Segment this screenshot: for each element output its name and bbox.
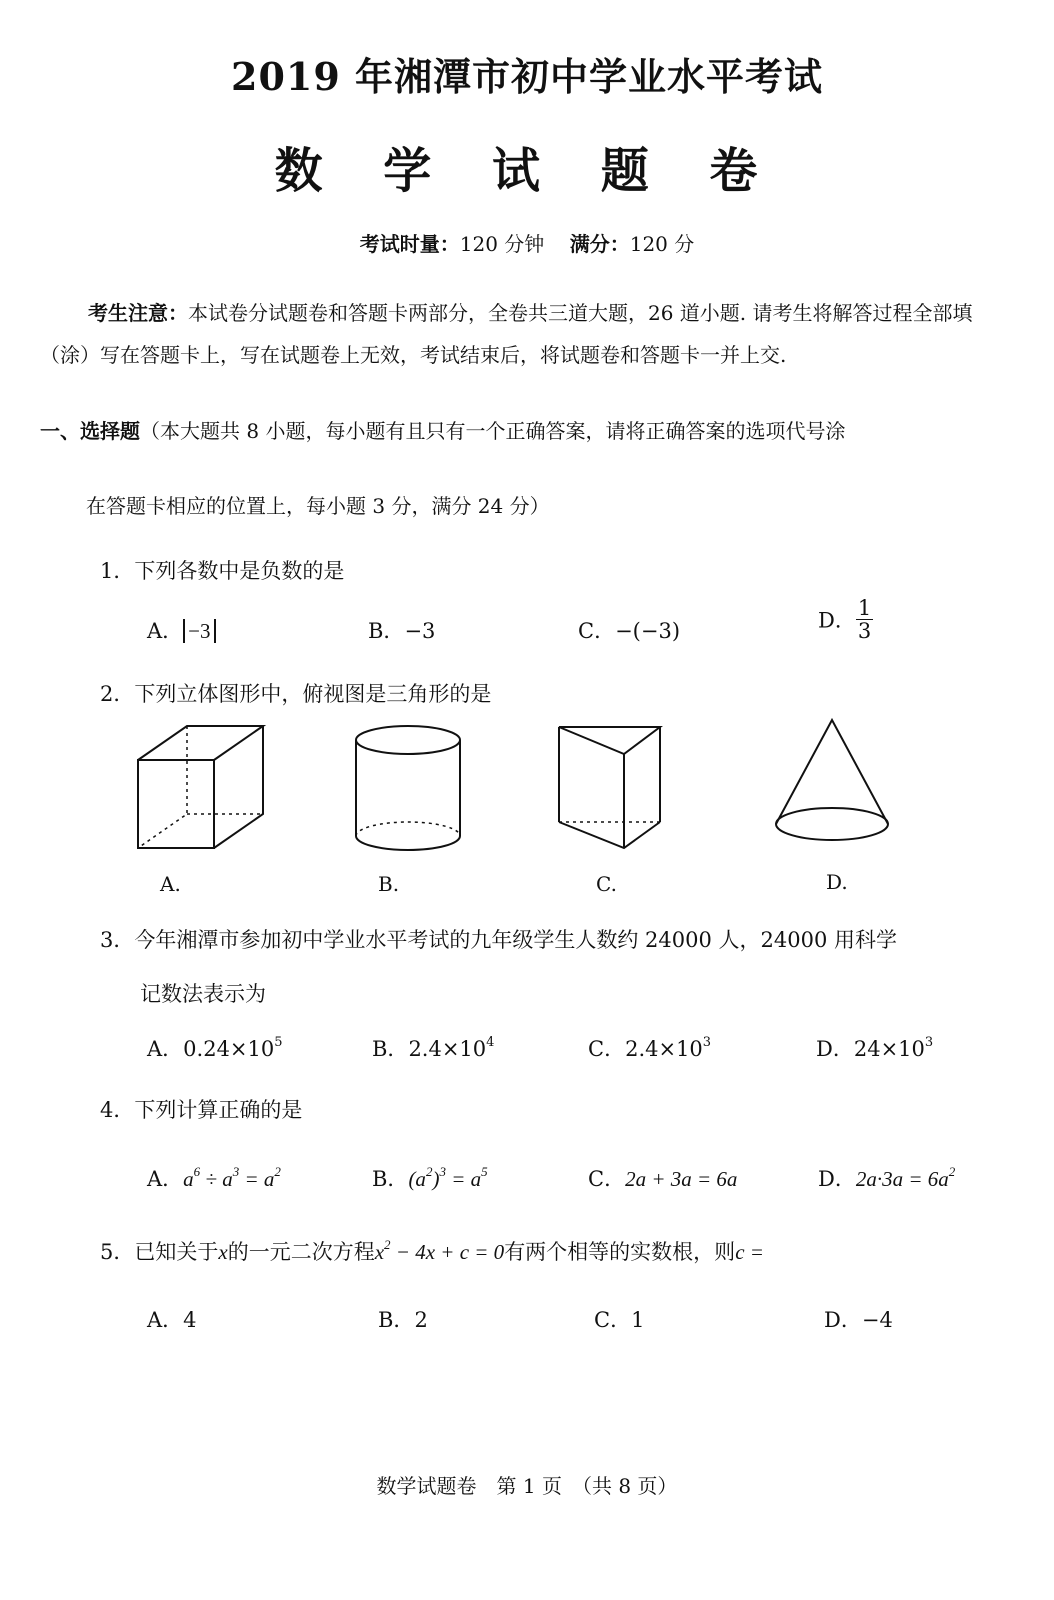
prism-figure (554, 722, 666, 854)
q4-c-label: C． (588, 1167, 626, 1191)
q5-equation: $x^2 - 4x + c = 0$ (374, 1237, 505, 1264)
notice-text: 本试卷分试题卷和答题卡两部分，全卷共三道大题，26 道小题. 请考生将解答过程全部填（涂）写在答题卡上，写在试题卷上无效，考试结束后，将试题卷和答题卡一并上交. (40, 301, 973, 367)
q3-a-label: A． (147, 1037, 184, 1061)
q4-option-a (147, 1163, 281, 1193)
q3-option-c (588, 1033, 711, 1063)
q5-b-value: 2 (414, 1308, 428, 1332)
q2-label-d: D. (826, 870, 848, 894)
q5-option-c (594, 1304, 644, 1334)
q5-var-x: x (218, 1240, 228, 1264)
q3-b-label: B． (372, 1037, 409, 1061)
q3-c-exp: 3 (702, 1035, 712, 1050)
score-label: 满分： (569, 232, 630, 256)
q5-d-value: −4 (861, 1308, 893, 1332)
q3-c-label: C． (588, 1037, 626, 1061)
q4-option-b (372, 1163, 488, 1193)
q1-option-c (578, 615, 680, 645)
section-1-title: 一、选择题 (40, 419, 140, 443)
notice-label: 考生注意： (88, 301, 188, 325)
q5-stem-post: 有两个相等的实数根，则 (504, 1240, 736, 1264)
q1-a-label: A． (147, 619, 184, 643)
q5-c-label: C． (594, 1308, 632, 1332)
page-footer: 数学试题卷 第 1 页 （共 8 页） (376, 1474, 678, 1498)
q3-stem-1: 3．今年湘潭市参加初中学业水平考试的九年级学生人数约 24000 人，24000 用科学 (100, 928, 897, 952)
q5-stem-pre: 5．已知关于 (100, 1240, 219, 1264)
q3-a-exp: 5 (274, 1035, 283, 1050)
q3-b-base: 2.4×10 (408, 1037, 487, 1061)
q5-d-label: D． (824, 1308, 862, 1332)
q1-d-numerator: 1 (857, 596, 872, 620)
q3-option-b (372, 1033, 494, 1063)
cube-figure (135, 722, 270, 854)
q5-a-label: A． (147, 1308, 184, 1332)
q1-d-fraction (856, 597, 873, 642)
cone-figure (770, 716, 894, 848)
q2-label-b: B. (378, 872, 400, 896)
q1-c-value: −(−3) (615, 619, 681, 643)
q1-option-b (368, 615, 435, 645)
q1-option-a (147, 615, 216, 645)
q5-stem (100, 1236, 764, 1266)
q1-d-label: D． (818, 608, 856, 633)
q4-b-label: B． (372, 1167, 409, 1191)
q5-c-value: 1 (631, 1308, 645, 1332)
q2-label-a: A. (160, 872, 181, 896)
q4-a-label: A． (147, 1167, 184, 1191)
q5-var-c: c = (735, 1240, 764, 1264)
exam-title: 2019 年湘潭市初中学业水平考试 (231, 54, 823, 99)
q2-label-c: C. (596, 872, 617, 896)
q4-c-expr: 2a + 3a = 6a (625, 1167, 738, 1191)
q1-d-denominator: 3 (857, 619, 872, 643)
q4-option-d (818, 1163, 955, 1193)
section-1-desc: （本大题共 8 小题，每小题有且只有一个正确答案，请将正确答案的选项代号涂 (140, 419, 846, 443)
score-value: 120 分 (629, 232, 695, 256)
q1-c-label: C． (578, 619, 616, 643)
cylinder-figure (350, 722, 466, 854)
q3-option-a (147, 1033, 283, 1063)
q3-d-label: D． (816, 1037, 854, 1061)
q1-b-label: B． (368, 619, 405, 643)
q1-b-value: −3 (404, 619, 436, 643)
q5-stem-mid: 的一元二次方程 (227, 1240, 375, 1264)
q4-d-label: D． (818, 1167, 856, 1191)
q4-stem: 4．下列计算正确的是 (100, 1098, 303, 1122)
q3-d-exp: 3 (924, 1035, 934, 1050)
section-1-header (40, 416, 1010, 446)
q3-b-exp: 4 (486, 1035, 495, 1050)
q3-d-base: 24×10 (853, 1037, 925, 1061)
q5-a-value: 4 (183, 1308, 197, 1332)
q4-option-c (588, 1163, 737, 1193)
q3-stem-2: 记数法表示为 (140, 982, 266, 1006)
q5-option-d (824, 1304, 893, 1334)
time-value: 120 分钟 (459, 232, 545, 256)
q1-option-d (818, 597, 873, 642)
q5-b-label: B． (378, 1308, 415, 1332)
q4-d-expr: $2a\cdot 3a = 6a^2$ (855, 1164, 956, 1191)
exam-meta (0, 228, 1054, 257)
q3-c-base: 2.4×10 (625, 1037, 703, 1061)
q3-a-base: 0.24×10 (183, 1037, 275, 1061)
exam-notice (40, 292, 1010, 376)
section-1-desc-2: 在答题卡相应的位置上，每小题 3 分，满分 24 分） (86, 494, 550, 518)
q4-b-expr: $(a^2)^3 = a^5$ (408, 1164, 488, 1191)
q5-option-b (378, 1304, 428, 1334)
q2-stem: 2．下列立体图形中，俯视图是三角形的是 (100, 682, 492, 706)
paper-title: 数 学 试 题 卷 (274, 143, 780, 199)
q1-stem: 1．下列各数中是负数的是 (100, 559, 345, 583)
time-label: 考试时量： (359, 232, 460, 256)
q3-option-d (816, 1033, 933, 1063)
q5-option-a (147, 1304, 197, 1334)
q4-a-expr: $a^6 \div a^3 = a^2$ (183, 1164, 281, 1191)
q1-a-value: −3 (183, 619, 215, 643)
